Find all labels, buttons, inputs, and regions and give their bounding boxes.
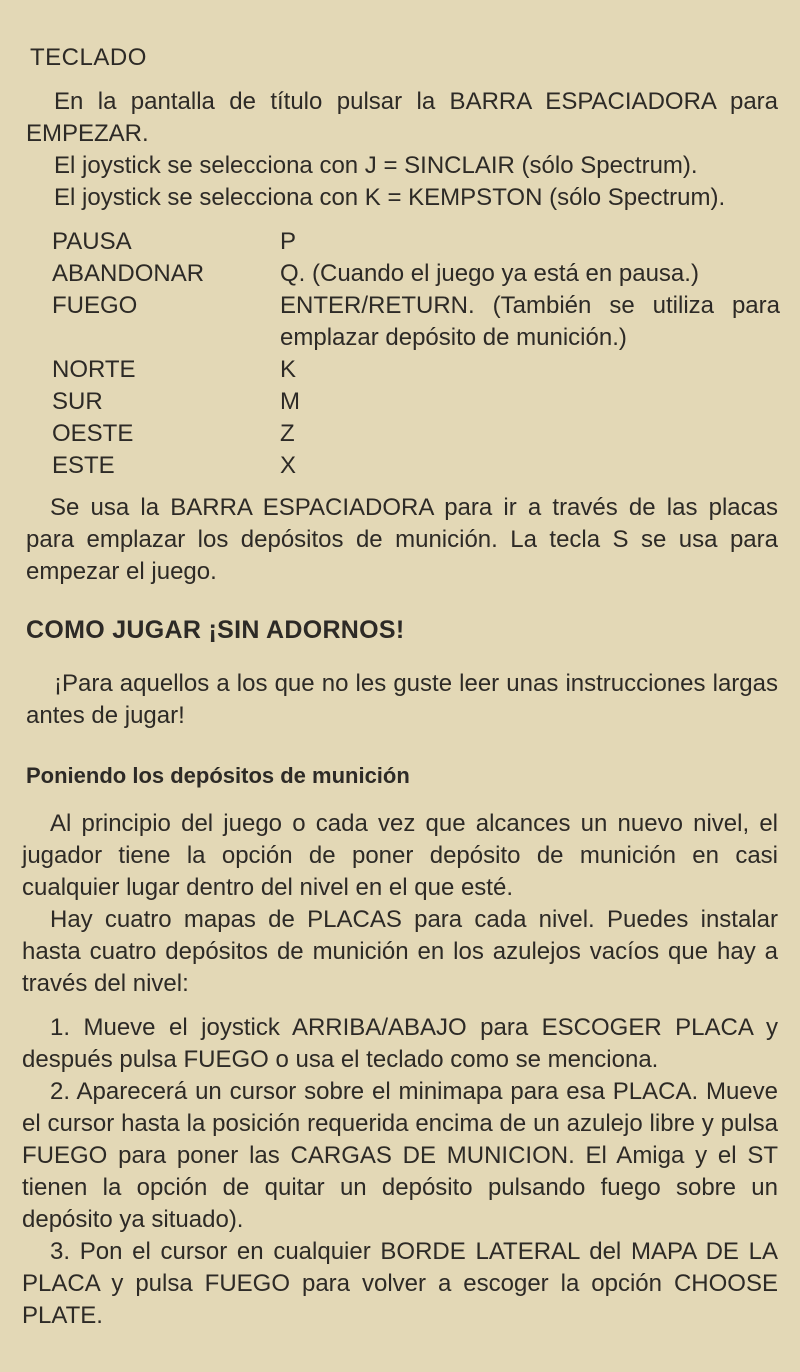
poniendo-body bbox=[22, 808, 778, 1332]
key-value: K bbox=[280, 356, 297, 383]
poniendo-heading: Poniendo los depósitos de munición bbox=[26, 763, 410, 788]
teclado-heading: TECLADO bbox=[30, 44, 147, 71]
key-action: SUR bbox=[52, 388, 103, 415]
key-action: OESTE bbox=[52, 420, 134, 447]
poniendo-paragraph: Al principio del juego o cada vez que alcances un nuevo nivel, el jugador tiene la opción de poner depósito de munición en casi cualquier lugar dentro del nivel en el que esté. bbox=[22, 810, 778, 901]
intro-block bbox=[26, 86, 778, 214]
key-value: ENTER/RETURN. (También se utiliza para emplazar depósito de munición.) bbox=[280, 292, 780, 351]
step-item: 2. Aparecerá un cursor sobre el minimapa para esa PLACA. Mueve el cursor hasta la posición requerida encima de un azulejo libre y pulsa FUEGO para poner las CARGAS DE MUNICION. El Amiga y el ST tienen la opción de quitar un depósito pulsando fuego sobre un depósito ya situado). bbox=[22, 1078, 778, 1233]
intro-line-kempston: El joystick se selecciona con K = KEMPSTON (sólo Spectrum). bbox=[54, 184, 726, 211]
key-action: PAUSA bbox=[52, 228, 132, 255]
keys-description: Se usa la BARRA ESPACIADORA para ir a través de las placas para emplazar los depósitos de munición. La tecla S se usa para empezar el juego. bbox=[26, 494, 778, 585]
key-action: ABANDONAR bbox=[52, 260, 205, 287]
key-action: NORTE bbox=[52, 356, 136, 383]
key-action: FUEGO bbox=[52, 292, 138, 319]
key-value: X bbox=[280, 452, 297, 479]
intro-line-sinclair: El joystick se selecciona con J = SINCLAIR (sólo Spectrum). bbox=[54, 152, 698, 179]
como-jugar-heading: COMO JUGAR ¡SIN ADORNOS! bbox=[26, 616, 405, 644]
key-value: Q. (Cuando el juego ya está en pausa.) bbox=[280, 260, 699, 287]
key-value: Z bbox=[280, 420, 295, 447]
key-value: M bbox=[280, 388, 300, 415]
poniendo-paragraph: Hay cuatro mapas de PLACAS para cada nivel. Puedes instalar hasta cuatro depósitos de munición en los azulejos vacíos que hay a través del nivel: bbox=[22, 906, 778, 997]
como-jugar-intro: ¡Para aquellos a los que no les guste leer unas instrucciones largas antes de jugar! bbox=[26, 670, 778, 729]
key-action: ESTE bbox=[52, 452, 115, 479]
key-value: P bbox=[280, 228, 297, 255]
step-item: 1. Mueve el joystick ARRIBA/ABAJO para ESCOGER PLACA y después pulsa FUEGO o usa el teclado como se menciona. bbox=[22, 1014, 778, 1073]
intro-line-start: En la pantalla de título pulsar la BARRA ESPACIADORA para EMPEZAR. bbox=[26, 88, 778, 147]
key-table bbox=[52, 226, 780, 482]
step-item: 3. Pon el cursor en cualquier BORDE LATERAL del MAPA DE LA PLACA y pulsa FUEGO para volver a escoger la opción CHOOSE PLATE. bbox=[22, 1238, 778, 1329]
